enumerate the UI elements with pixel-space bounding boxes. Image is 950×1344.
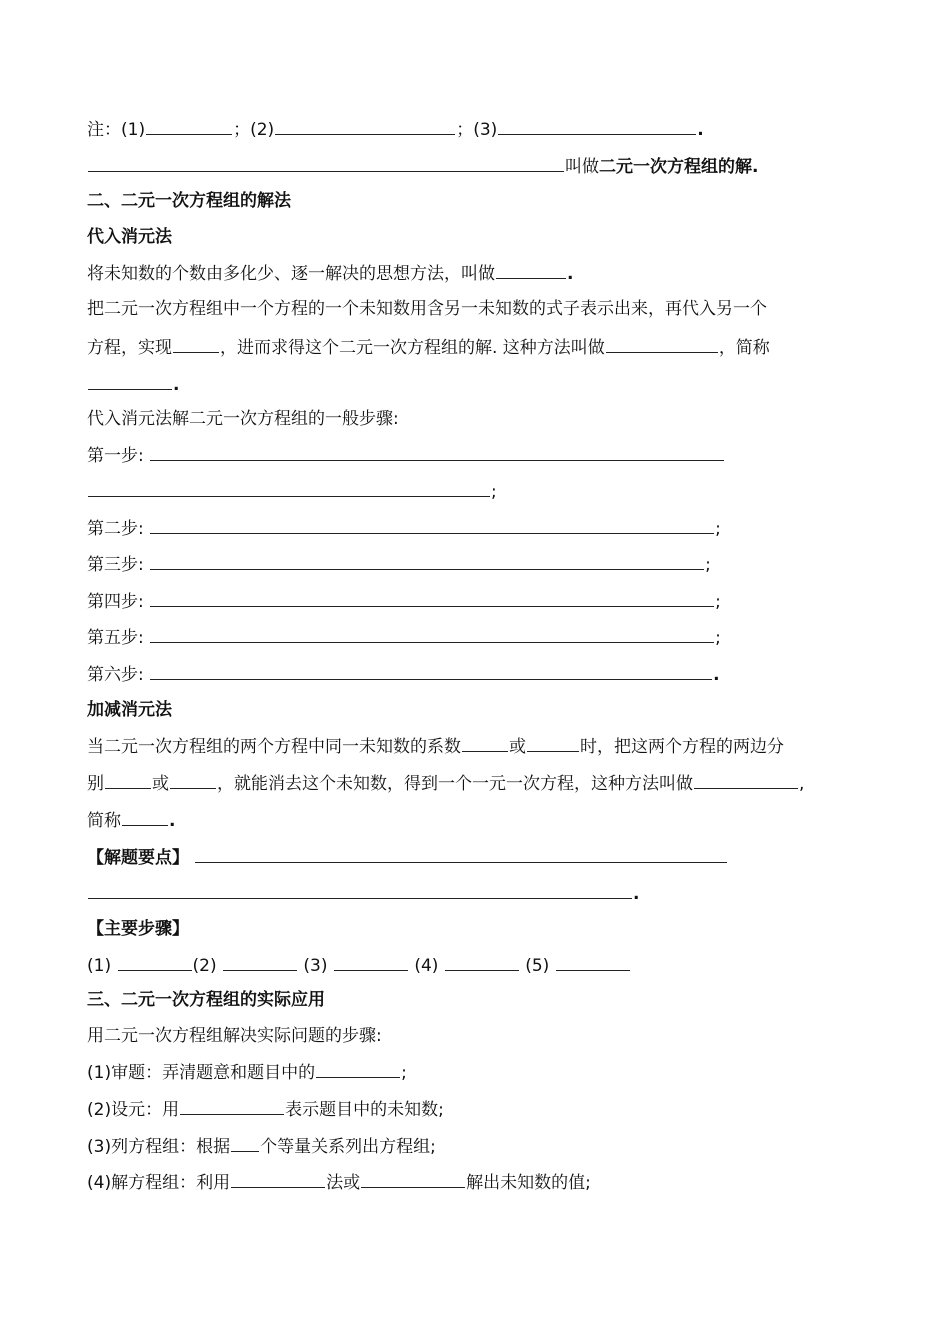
- step-1-end: ;: [491, 482, 497, 502]
- step-3-end: ;: [705, 555, 711, 575]
- solution-definition: [87, 151, 758, 181]
- substitution-p1-text: 将未知数的个数由多化少、逐一解决的思想方法，叫做: [87, 264, 495, 284]
- step-3-label: 第三步:: [87, 555, 144, 575]
- application-step-2: [87, 1094, 444, 1124]
- step-6-label: 第六步:: [87, 665, 144, 685]
- blank-operation-1[interactable]: [105, 768, 151, 789]
- main-step-1-label: (1): [87, 956, 112, 976]
- step-3: [87, 549, 711, 579]
- key-points-end: .: [633, 884, 640, 904]
- blank-coefficient-2[interactable]: [527, 731, 579, 752]
- substitution-p4-end: .: [173, 375, 180, 395]
- blank-elimination-short[interactable]: [122, 805, 168, 826]
- elimination-p1-c: 时，把这两个方程的两边分: [580, 737, 784, 757]
- blank-step-6[interactable]: [150, 659, 712, 680]
- blank-realize[interactable]: [173, 332, 219, 353]
- main-steps-row: [87, 950, 631, 980]
- application-step-4-c: 解出未知数的值;: [466, 1173, 591, 1193]
- blank-step-1-cont[interactable]: [88, 476, 490, 497]
- section-2-title: 二、二元一次方程组的解法: [87, 191, 291, 211]
- elimination-p1-b: 或: [509, 737, 526, 757]
- substitution-p3-c: ，简称: [718, 338, 770, 358]
- blank-step-1[interactable]: [150, 440, 724, 461]
- blank-method[interactable]: [606, 332, 718, 353]
- step-2-end: ;: [715, 519, 721, 539]
- blank-operation-2[interactable]: [170, 768, 216, 789]
- solution-def-text: 叫做: [565, 157, 599, 177]
- elimination-para-2: [87, 768, 804, 798]
- key-points-label: 【解题要点】: [87, 848, 189, 868]
- substitution-p3-a: 方程，实现: [87, 338, 172, 358]
- main-step-5-label: (5): [525, 956, 550, 976]
- application-step-1: [87, 1057, 407, 1087]
- solution-def-term: 二元一次方程组的解.: [599, 157, 759, 177]
- blank-key-points[interactable]: [195, 842, 727, 863]
- blank-application-1[interactable]: [316, 1057, 400, 1078]
- step-6: [87, 659, 720, 689]
- substitution-para-4: [87, 369, 179, 399]
- blank-elimination-method[interactable]: [694, 768, 798, 789]
- elimination-p3-a: 简称: [87, 811, 121, 831]
- blank-step-3[interactable]: [150, 549, 704, 570]
- step-1-label: 第一步:: [87, 446, 144, 466]
- note-line: [87, 114, 704, 144]
- note-item-1: (1): [121, 120, 146, 140]
- substitution-para-1: [87, 258, 573, 288]
- blank-step-2[interactable]: [150, 513, 714, 534]
- blank-application-2[interactable]: [180, 1094, 284, 1115]
- substitution-p1-end: .: [567, 264, 574, 284]
- substitution-para-3: [87, 332, 770, 362]
- application-step-1-text: (1)审题：弄清题意和题目中的: [87, 1063, 316, 1083]
- blank-application-3[interactable]: [231, 1131, 259, 1152]
- blank-note-2[interactable]: [275, 114, 455, 135]
- elimination-p1-a: 当二元一次方程组的两个方程中同一未知数的系数: [87, 737, 461, 757]
- elimination-p2-d: ,: [799, 774, 805, 794]
- blank-main-step-5[interactable]: [556, 950, 630, 971]
- main-steps-label: 【主要步骤】: [87, 919, 189, 939]
- step-2: [87, 513, 721, 543]
- blank-main-step-3[interactable]: [334, 950, 408, 971]
- blank-method-name[interactable]: [496, 258, 566, 279]
- application-step-2-b: 表示题目中的未知数;: [285, 1100, 444, 1120]
- application-step-3: [87, 1131, 436, 1161]
- main-step-2-label: (2): [192, 956, 217, 976]
- step-2-label: 第二步:: [87, 519, 144, 539]
- step-5-label: 第五步:: [87, 628, 144, 648]
- step-6-end: .: [713, 665, 720, 685]
- main-step-3-label: (3): [303, 956, 328, 976]
- blank-application-4a[interactable]: [231, 1167, 325, 1188]
- blank-note-1[interactable]: [146, 114, 232, 135]
- elimination-para-3: [87, 805, 175, 835]
- application-step-3-b: 个等量关系列出方程组;: [260, 1137, 436, 1157]
- step-4: [87, 586, 721, 616]
- application-step-4-a: (4)解方程组：利用: [87, 1173, 231, 1193]
- application-step-1-end: ;: [401, 1063, 407, 1083]
- application-step-4-b: 法或: [326, 1173, 361, 1193]
- step-4-label: 第四步:: [87, 592, 144, 612]
- substitution-title: 代入消元法: [87, 227, 172, 247]
- blank-application-4b[interactable]: [361, 1167, 465, 1188]
- blank-note-3[interactable]: [498, 114, 696, 135]
- elimination-p2-b: 或: [152, 774, 169, 794]
- elimination-para-1: [87, 731, 784, 761]
- step-5: [87, 622, 721, 652]
- main-step-4-label: (4): [414, 956, 439, 976]
- key-points: [87, 842, 728, 872]
- application-step-3-a: (3)列方程组：根据: [87, 1137, 231, 1157]
- blank-solution-definition[interactable]: [88, 151, 564, 172]
- application-step-4: [87, 1167, 591, 1197]
- blank-step-4[interactable]: [150, 586, 714, 607]
- note-prefix: 注：: [87, 120, 121, 140]
- blank-coefficient-1[interactable]: [462, 731, 508, 752]
- substitution-p2-text: 把二元一次方程组中一个方程的一个未知数用含另一未知数的式子表示出来，再代入另一个: [87, 299, 767, 319]
- substitution-steps-title: 代入消元法解二元一次方程组的一般步骤:: [87, 409, 399, 429]
- blank-main-step-2[interactable]: [223, 950, 297, 971]
- note-item-3: (3): [473, 120, 498, 140]
- blank-step-5[interactable]: [150, 622, 714, 643]
- note-end: .: [697, 120, 704, 140]
- blank-main-step-4[interactable]: [445, 950, 519, 971]
- blank-main-step-1[interactable]: [118, 950, 192, 971]
- elimination-title: 加减消元法: [87, 700, 172, 720]
- elimination-p3-end: .: [169, 811, 176, 831]
- step-5-end: ;: [715, 628, 721, 648]
- blank-short-name[interactable]: [88, 369, 172, 390]
- elimination-p2-c: ，就能消去这个未知数，得到一个一元一次方程，这种方法叫做: [217, 774, 693, 794]
- step-1: [87, 440, 725, 470]
- section-3-title: 三、二元一次方程组的实际应用: [87, 990, 325, 1010]
- blank-key-points-cont[interactable]: [88, 878, 632, 899]
- elimination-p2-a: 别: [87, 774, 104, 794]
- note-semicolon-2: ；: [456, 120, 474, 140]
- substitution-p3-b: ，进而求得这个二元一次方程组的解. 这种方法叫做: [220, 338, 605, 358]
- substitution-para-2: [87, 294, 767, 324]
- note-item-2: (2): [250, 120, 275, 140]
- key-points-continued: [87, 878, 639, 908]
- note-semicolon-1: ；: [233, 120, 251, 140]
- application-step-2-a: (2)设元：用: [87, 1100, 180, 1120]
- section-3-intro: 用二元一次方程组解决实际问题的步骤:: [87, 1026, 382, 1046]
- step-4-end: ;: [715, 592, 721, 612]
- step-1-continued: [87, 476, 497, 506]
